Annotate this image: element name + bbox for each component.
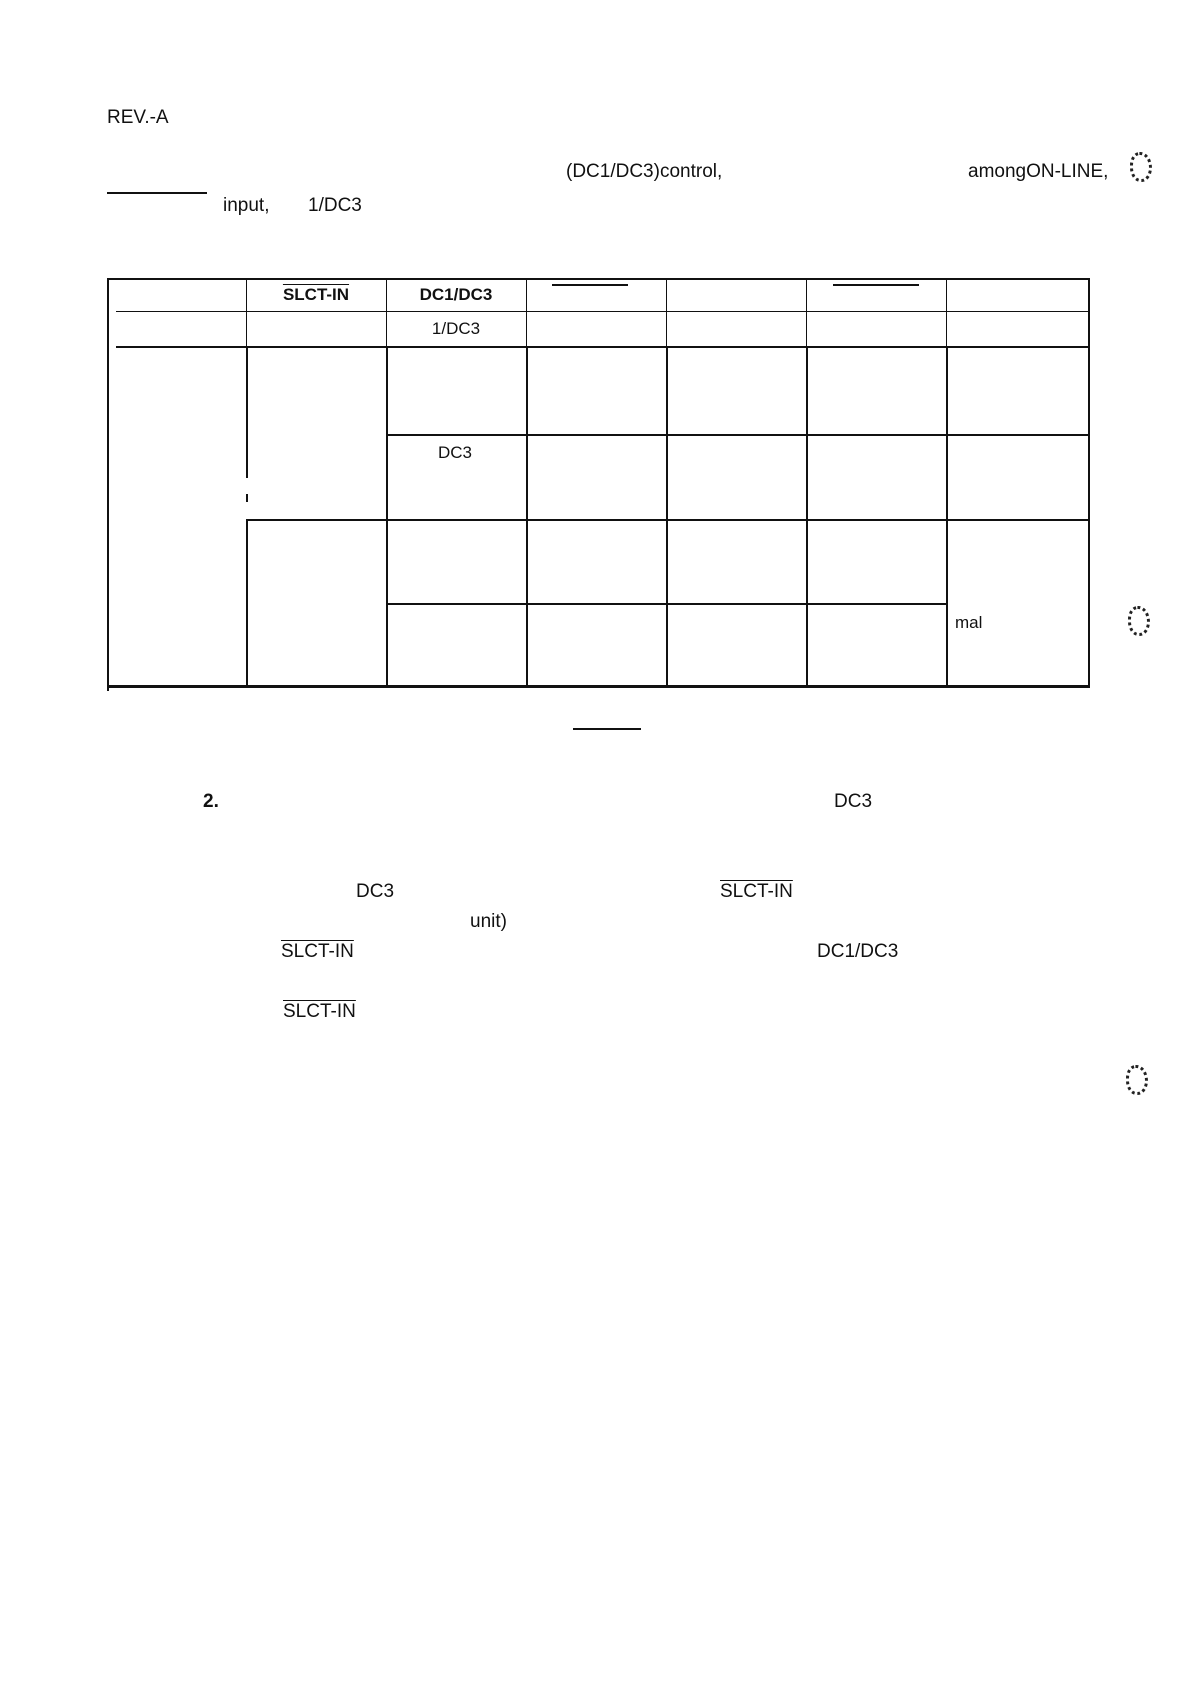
body-col-line xyxy=(246,494,248,502)
table-cell-dc3: DC3 xyxy=(438,443,473,462)
ink-blot-mark xyxy=(1128,606,1150,636)
slct-in-signal: SLCT-IN xyxy=(281,941,354,962)
header-cell xyxy=(946,278,1088,312)
header-overline xyxy=(552,284,628,286)
table-cell-dc1-dc3: 1/DC3 xyxy=(386,312,526,348)
body-row-line xyxy=(386,434,1088,436)
intro-text-dc1-dc3: 1/DC3 xyxy=(308,195,362,216)
table-cell xyxy=(806,312,946,348)
body-col-line xyxy=(246,520,248,686)
section-dc1-dc3-text: DC1/DC3 xyxy=(817,941,899,962)
body-col-line xyxy=(246,348,248,478)
intro-text-input: input, xyxy=(223,195,270,216)
section-number: 2. xyxy=(203,791,219,812)
table-cell xyxy=(116,312,246,348)
section-dc3-text: DC3 xyxy=(834,791,873,812)
body-col-line xyxy=(666,348,668,686)
header-slct-in-label: SLCT-IN xyxy=(282,284,350,304)
table-cell xyxy=(666,312,806,348)
table-left-border xyxy=(107,278,109,691)
body-col-line xyxy=(386,348,388,686)
header-overline xyxy=(833,284,919,286)
header-cell-dc1-dc3: DC1/DC3 xyxy=(386,278,526,312)
slct-in-signal: SLCT-IN xyxy=(720,881,793,902)
caption-rule xyxy=(573,728,641,730)
ink-blot-mark xyxy=(1126,1065,1148,1095)
table-bottom-border xyxy=(108,685,1090,688)
status-table xyxy=(116,278,1088,348)
body-row-line xyxy=(246,519,1088,521)
table-cell xyxy=(526,312,666,348)
table-cell xyxy=(946,312,1088,348)
header-cell xyxy=(116,278,246,312)
section-unit-text: unit) xyxy=(470,911,507,932)
revision-label: REV.-A xyxy=(107,107,169,128)
table-cell xyxy=(246,312,386,348)
body-col-line xyxy=(526,348,528,686)
slct-in-signal: SLCT-IN xyxy=(283,1001,356,1022)
header-cell-slct-in xyxy=(246,278,386,312)
signal-overline xyxy=(107,192,207,194)
ink-blot-mark xyxy=(1130,152,1152,182)
section-dc3-text: DC3 xyxy=(356,881,395,902)
table-right-border xyxy=(1088,278,1090,686)
table-subheader-row xyxy=(116,312,1088,348)
header-cell xyxy=(666,278,806,312)
body-col-line xyxy=(806,348,808,686)
table-cell-mal: mal xyxy=(955,613,983,632)
intro-text-control: (DC1/DC3)control, xyxy=(566,161,723,182)
intro-text-among: amongON-LINE, xyxy=(968,161,1109,182)
body-row-line xyxy=(386,603,947,605)
body-col-line xyxy=(946,348,948,686)
